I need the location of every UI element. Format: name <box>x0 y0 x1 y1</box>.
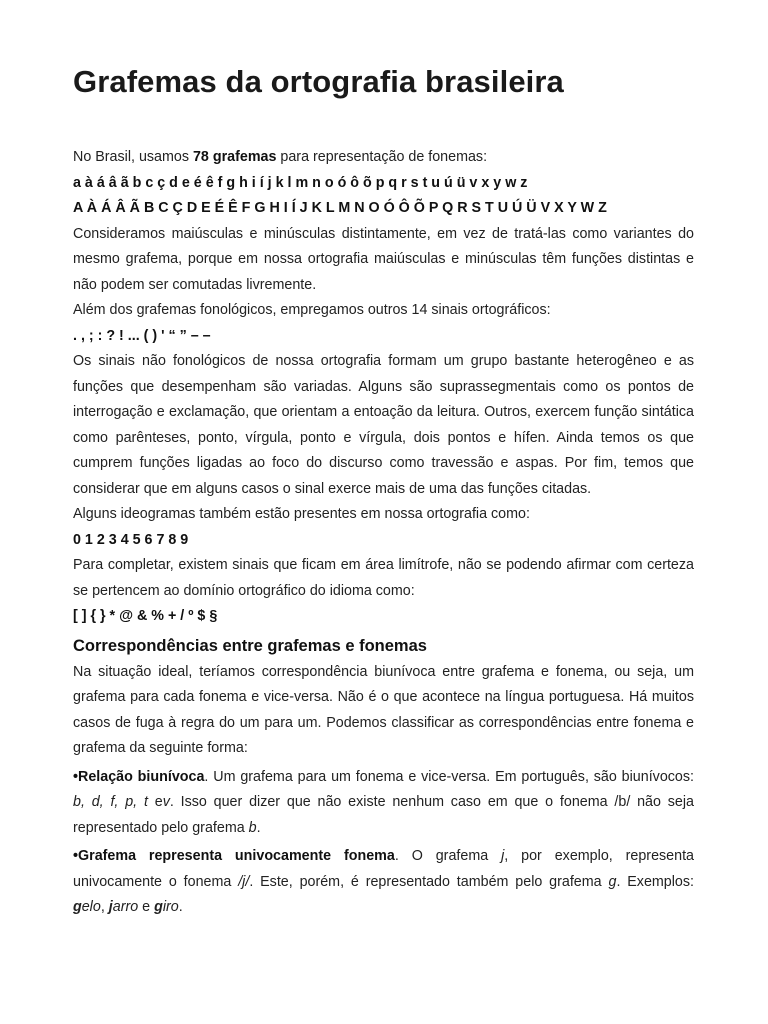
lowercase-graphemes: a à á â ã b c ç d e é ê f g h i í j k l m n o ó ô õ p q r s t u ú ü v x y w z <box>73 174 528 191</box>
example-bold-letter: j <box>108 899 113 915</box>
example-rest: arro <box>112 899 139 915</box>
example-bold-letter: g <box>154 899 163 915</box>
example-separator: , <box>100 899 109 915</box>
bullet-label: •Relação biunívoca <box>73 768 205 785</box>
article-body <box>73 145 694 921</box>
bullet-italic: v <box>162 794 170 810</box>
uppercase-graphemes: A À Á Â Ã B C Ç D E É Ê F G H I Í J K L M N O Ó Ô Õ P Q R S T U Ú Ü V X Y W Z <box>73 200 607 216</box>
intro-text: No Brasil, usamos <box>73 149 193 165</box>
bullet-grafema-univoco <box>73 844 694 921</box>
orthographic-signs: . , ; : ? ! ... ( ) ' “ ” – – <box>73 327 211 344</box>
example-end: . <box>178 899 183 915</box>
page-title: Grafemas da ortografia brasileira <box>73 64 564 99</box>
paragraph-limitrofe: Para completar, existem sinais que ficam em área limítrofe, não se podendo afirmar com certeza se pertencem ao domínio ortográfico do idioma como: <box>73 557 694 599</box>
paragraph-ideogramas: Alguns ideogramas também estão presentes em nossa ortografia como: <box>73 506 530 522</box>
paragraph-situacao: Na situação ideal, teríamos correspondência biunívoca entre grafema e fonema, ou seja, um grafema para cada fonema e vice-versa. Não é o que acontece na língua portuguesa. Há muitos casos de fuga à regra do um para um. Podemos classificar as correspondências entre fonema e grafema da seguinte forma: <box>73 663 694 756</box>
example-separator: e <box>138 899 155 915</box>
bullet-italic: g <box>608 873 617 890</box>
bullet-text: e <box>147 794 163 810</box>
example-rest: iro <box>162 899 179 915</box>
example-bold-letter: g <box>73 899 82 915</box>
section-subheading: Correspondências entre grafemas e fonemas <box>73 636 427 655</box>
bullet-relacao-biunivoca <box>73 765 694 842</box>
bullet-text: . Este, porém, é representado também pelo grafema <box>249 873 609 890</box>
bullet-text: . Um grafema para um fonema e vice-versa. Em português, são biunívocos: <box>204 768 694 785</box>
bullet-text: . O grafema <box>394 848 502 864</box>
paragraph-sinais: Os sinais não fonológicos de nossa ortografia formam um grupo bastante heterogêneo e as funções que desempenham são variadas. Alguns são suprassegmentais como os pontos de interrogação e exclamação, que orientam a entoação da leitura. Outros, exercem função sintática como parênteses, ponto, vírgula, ponto e vírgula, dois pontos e hífen. Ainda temos os que cumprem funções ligadas ao foco do discurso como travessão e aspas. Por fim, temos que considerar que em alguns casos o sinal exerce mais de uma das funções citadas. <box>73 353 694 497</box>
bullet-italic: j <box>501 848 505 864</box>
bullet-text: , por exemplo, representa univocamente o fonema <box>73 848 694 890</box>
bullet-italic: /j/ <box>238 873 250 890</box>
example-rest: elo <box>81 899 101 915</box>
bullet-text: . <box>256 819 261 836</box>
intro-text-end: para representação de fonemas: <box>276 149 488 165</box>
paragraph-sinais-intro: Além dos grafemas fonológicos, empregamos outros 14 sinais ortográficos: <box>73 302 551 318</box>
digits-list: 0 1 2 3 4 5 6 7 8 9 <box>73 531 189 548</box>
bullet-italic: b <box>248 819 257 836</box>
bullet-text: . Isso quer dizer que não existe nenhum caso em que o fonema /b/ não seja representado pelo grafema <box>73 794 694 836</box>
intro-bold-count: 78 grafemas <box>192 149 277 165</box>
bullet-label: •Grafema representa univocamente fonema <box>73 848 395 864</box>
bullet-italic: b, d, f, p, t <box>73 794 148 810</box>
bullet-text: . Exemplos: <box>616 873 694 890</box>
symbols-list: [ ] { } * @ & % + / º $ § <box>73 608 218 624</box>
intro-paragraph <box>73 145 694 171</box>
paragraph-maiusculas: Consideramos maiúsculas e minúsculas distintamente, em vez de tratá-las como variantes do mesmo grafema, porque em nossa ortografia maiúsculas e minúsculas têm funções distintas e não podem ser comutadas livremente. <box>73 225 694 293</box>
